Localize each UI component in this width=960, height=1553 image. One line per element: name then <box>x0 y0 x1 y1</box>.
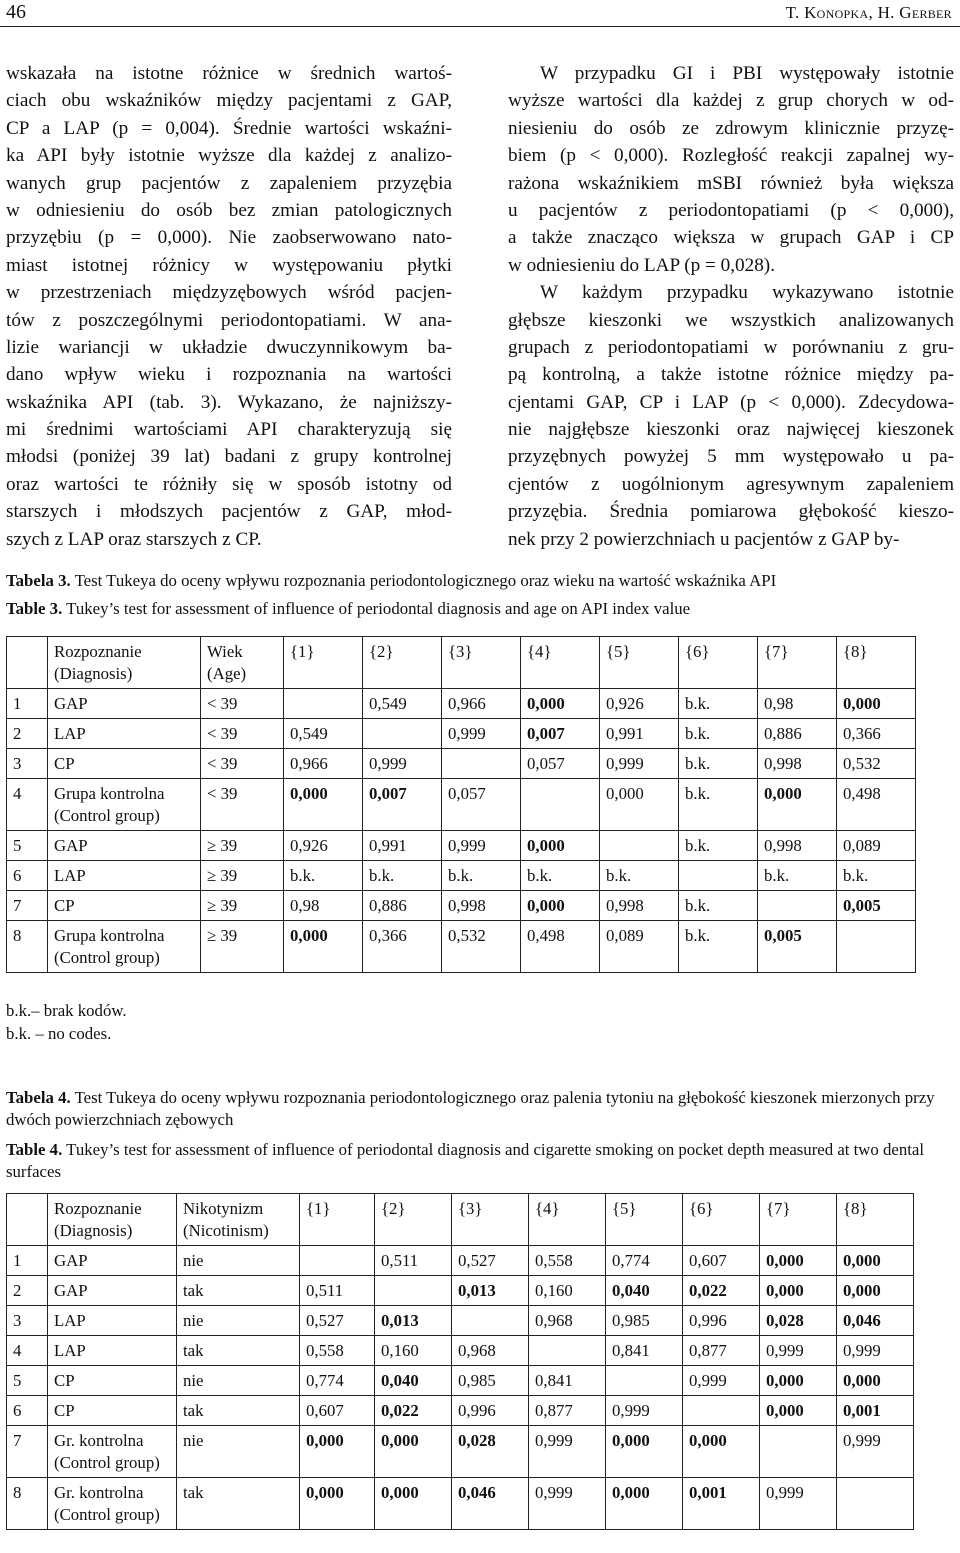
table-cell: 0,000 <box>521 831 600 861</box>
text-line: w odniesieniu do LAP (p = 0,028). <box>508 254 775 276</box>
table-row <box>7 779 916 831</box>
table-cell: 0,527 <box>452 1246 529 1276</box>
table-cell: 0,022 <box>375 1396 452 1426</box>
table-cell: 0,968 <box>529 1306 606 1336</box>
table-cell: b.k. <box>679 779 758 831</box>
text-line: oraz wartości te różniły się w sposób istotny od <box>6 473 452 495</box>
table-cell: 5 <box>7 831 48 861</box>
table-cell: GAP <box>48 831 201 861</box>
table-cell: 0,007 <box>363 779 442 831</box>
text-line: dano wpływ wieku i rozpoznania na wartości <box>6 364 452 386</box>
table-cell: 0,998 <box>758 831 837 861</box>
text-line: niesieniu do osób ze zdrowym klinicznie przyzę- <box>508 117 954 139</box>
table3-footnotes <box>6 1000 127 1045</box>
table-cell: 0,000 <box>837 1246 914 1276</box>
table-row <box>7 1426 914 1478</box>
table4-caption-en <box>6 1139 951 1183</box>
table-cell <box>375 1276 452 1306</box>
table-cell <box>837 921 916 973</box>
table-cell: CP <box>48 1396 177 1426</box>
table-cell: 0,999 <box>837 1426 914 1478</box>
header-cell: {4} <box>521 637 600 689</box>
table-cell: 0,089 <box>600 921 679 973</box>
table-row <box>7 1276 914 1306</box>
table-cell: 0,966 <box>442 689 521 719</box>
header-cell: {3} <box>442 637 521 689</box>
text-line: głębsze kieszonki we wszystkich analizowanych <box>508 309 954 331</box>
table-cell: 0,089 <box>837 831 916 861</box>
text-line: ka API były istotnie wyższe dla każdej z analizo- <box>6 145 452 167</box>
table-cell: 0,000 <box>837 689 916 719</box>
table-cell: 5 <box>7 1366 48 1396</box>
table-cell: 0,057 <box>442 779 521 831</box>
table-cell: 0,000 <box>521 689 600 719</box>
table-cell: 0,527 <box>300 1306 375 1336</box>
text-line: cjentów z uogólnionym agresywnym zapaleniem <box>508 473 954 495</box>
table-cell: 0,005 <box>837 891 916 921</box>
table-row <box>7 831 916 861</box>
table-cell: 0,966 <box>284 749 363 779</box>
table-cell: 7 <box>7 1426 48 1478</box>
table-cell: 0,000 <box>284 779 363 831</box>
table-cell: 0,999 <box>529 1426 606 1478</box>
text-line: przyzębiu (p = 0,000). Nie zaobserwowano nato- <box>6 227 452 249</box>
right-text-column <box>508 60 954 553</box>
table-cell: 0,511 <box>375 1246 452 1276</box>
table-cell: 0,98 <box>758 689 837 719</box>
table-cell: 0,366 <box>837 719 916 749</box>
table-cell: 0,607 <box>300 1396 375 1426</box>
table-cell: b.k. <box>600 861 679 891</box>
table-cell: 3 <box>7 1306 48 1336</box>
table-row <box>7 719 916 749</box>
table-cell: < 39 <box>201 719 284 749</box>
table3-caption-en <box>6 598 951 620</box>
table-cell: 0,160 <box>529 1276 606 1306</box>
table-cell: 0,558 <box>529 1246 606 1276</box>
table-cell: b.k. <box>363 861 442 891</box>
table-cell: 0,000 <box>760 1366 837 1396</box>
text-line: wskazała na istotne różnice w średnich wartoś- <box>6 63 452 84</box>
table-cell: 0,028 <box>760 1306 837 1336</box>
header-cell: {7} <box>758 637 837 689</box>
table-cell: 0,999 <box>600 749 679 779</box>
table-cell: 6 <box>7 1396 48 1426</box>
table-cell: b.k. <box>679 689 758 719</box>
table-cell: 0,000 <box>606 1478 683 1530</box>
running-head: T. Konopka, H. Gerber <box>785 3 952 22</box>
table-cell: 0,774 <box>606 1246 683 1276</box>
table-cell: 0,000 <box>758 779 837 831</box>
table-cell: LAP <box>48 861 201 891</box>
table3-label-pl: Tabela 3. <box>6 571 71 590</box>
text-line: młodsi (poniżej 39 lat) badani z grupy kontrolnej <box>6 446 452 468</box>
table-cell: 0,000 <box>760 1396 837 1426</box>
text-line: lizie wariancji w układzie dwuczynnikowym ba- <box>6 336 452 358</box>
table-cell: 0,999 <box>683 1366 760 1396</box>
header-cell: {7} <box>760 1194 837 1246</box>
table-row <box>7 689 916 719</box>
table-cell <box>606 1366 683 1396</box>
table-cell: 0,999 <box>363 749 442 779</box>
table-cell: Grupa kontrolna (Control group) <box>48 921 201 973</box>
table-cell: 0,000 <box>837 1276 914 1306</box>
text-line: nek przy 2 powierzchniach u pacjentów z GAP by- <box>508 528 900 550</box>
table-cell <box>452 1306 529 1336</box>
table-row <box>7 921 916 973</box>
table3 <box>6 636 916 973</box>
table-cell: 0,998 <box>758 749 837 779</box>
table-cell: 0,013 <box>452 1276 529 1306</box>
table-cell: 0,886 <box>363 891 442 921</box>
table-cell: Grupa kontrolna (Control group) <box>48 779 201 831</box>
table-cell: 0,498 <box>837 779 916 831</box>
table-cell: b.k. <box>521 861 600 891</box>
table-cell: 0,996 <box>683 1306 760 1336</box>
text-line: rażona wskaźnikiem mSBI również była większa <box>508 172 954 194</box>
table-cell: 8 <box>7 1478 48 1530</box>
table-row <box>7 1478 914 1530</box>
text-line: miast istotnej różnicy w występowaniu płytki <box>6 254 452 276</box>
table-cell <box>760 1426 837 1478</box>
table-cell: 3 <box>7 749 48 779</box>
table-cell <box>521 779 600 831</box>
table-cell: tak <box>177 1478 300 1530</box>
table-cell: 0,999 <box>442 719 521 749</box>
table-cell: 0,000 <box>683 1426 760 1478</box>
header-cell: {3} <box>452 1194 529 1246</box>
footnote-en: b.k. – no codes. <box>6 1023 112 1043</box>
text-line: ciach obu wskaźników między pacjentami z GAP, <box>6 90 452 112</box>
table4 <box>6 1193 914 1530</box>
text-line: CP a LAP (p = 0,004). Średnie wartości wskaźni- <box>6 117 452 139</box>
header-cell: {1} <box>300 1194 375 1246</box>
table-cell: 0,000 <box>521 891 600 921</box>
text-line: w przestrzeniach międzyzębowych wśród pacjen- <box>6 282 452 304</box>
text-line: tów z poszczególnymi periodontopatiami. W ana- <box>6 309 452 331</box>
table-cell: 0,013 <box>375 1306 452 1336</box>
text-line: u pacjentów z periodontopatiami (p < 0,000), <box>508 199 954 221</box>
table-cell: LAP <box>48 1336 177 1366</box>
header-cell: Nikotynizm (Nicotinism) <box>177 1194 300 1246</box>
table-cell: 0,000 <box>300 1426 375 1478</box>
table-cell: 0,886 <box>758 719 837 749</box>
table-cell: LAP <box>48 1306 177 1336</box>
table-cell: 7 <box>7 891 48 921</box>
table-cell: 0,877 <box>529 1396 606 1426</box>
table-header-row <box>7 637 916 689</box>
header-cell: Wiek (Age) <box>201 637 284 689</box>
table-cell: 0,98 <box>284 891 363 921</box>
table-cell: 0,877 <box>683 1336 760 1366</box>
table-cell: CP <box>48 749 201 779</box>
header-cell: {4} <box>529 1194 606 1246</box>
header-cell: {6} <box>679 637 758 689</box>
table-row <box>7 861 916 891</box>
table-cell: b.k. <box>679 719 758 749</box>
table-cell: 0,549 <box>363 689 442 719</box>
table-cell: b.k. <box>679 921 758 973</box>
table-cell: 0,926 <box>600 689 679 719</box>
table-cell: 0,991 <box>363 831 442 861</box>
table-cell: 0,926 <box>284 831 363 861</box>
page-number: 46 <box>6 1 26 23</box>
table-cell: 0,000 <box>760 1276 837 1306</box>
table-cell: tak <box>177 1396 300 1426</box>
table-cell: 8 <box>7 921 48 973</box>
text-line: grupach z periodontopatiami w porównaniu z gru- <box>508 336 954 358</box>
table-cell: 6 <box>7 861 48 891</box>
table-cell: 0,007 <box>521 719 600 749</box>
text-line: biem (p < 0,000). Rozległość reakcji zapalnej wy- <box>508 145 954 167</box>
table-cell <box>683 1396 760 1426</box>
table-cell: b.k. <box>442 861 521 891</box>
table-cell: 0,968 <box>452 1336 529 1366</box>
table-cell <box>442 749 521 779</box>
text-line: szych z LAP oraz starszych z CP. <box>6 528 262 550</box>
header-cell: Rozpoznanie (Diagnosis) <box>48 1194 177 1246</box>
table4-caption-en-text: Tukey’s test for assessment of influence of periodontal diagnosis and cigarette smoking on pocket depth measured at two dental surfaces <box>6 1140 924 1181</box>
table-cell: 2 <box>7 719 48 749</box>
table-row <box>7 1336 914 1366</box>
table-cell: 0,999 <box>529 1478 606 1530</box>
header-cell: {8} <box>837 1194 914 1246</box>
table-cell: 0,000 <box>375 1478 452 1530</box>
table-cell: 0,160 <box>375 1336 452 1366</box>
text-line: a także znacząco większa w grupach GAP i CP <box>508 227 954 249</box>
header-cell: {1} <box>284 637 363 689</box>
table-cell: 0,000 <box>300 1478 375 1530</box>
text-line: wyższe wartości dla każdej z grup chorych w od- <box>508 90 954 112</box>
text-line: W przypadku GI i PBI występowały istotnie <box>540 63 954 84</box>
table-cell: Gr. kontrolna (Control group) <box>48 1478 177 1530</box>
table-cell: b.k. <box>837 861 916 891</box>
text-line: przyzębnych powyżej 5 mm występowało u pa- <box>508 446 954 468</box>
table-cell: CP <box>48 891 201 921</box>
table4-caption-pl <box>6 1087 951 1131</box>
footnote-pl: b.k.– brak kodów. <box>6 1001 127 1020</box>
table-cell: 0,532 <box>837 749 916 779</box>
table-cell: 0,999 <box>837 1336 914 1366</box>
table-cell: 0,558 <box>300 1336 375 1366</box>
table-cell: 0,000 <box>760 1246 837 1276</box>
table-cell: 0,000 <box>284 921 363 973</box>
text-line: wanych grup pacjentów z zapaleniem przyzębia <box>6 172 452 194</box>
table-cell: ≥ 39 <box>201 891 284 921</box>
table4-label-pl: Tabela 4. <box>6 1088 71 1107</box>
table-cell: nie <box>177 1366 300 1396</box>
table-cell: 2 <box>7 1276 48 1306</box>
table-cell: Gr. kontrolna (Control group) <box>48 1426 177 1478</box>
table-cell: 0,046 <box>452 1478 529 1530</box>
table-cell <box>529 1336 606 1366</box>
table3-caption-en-text: Tukey’s test for assessment of influence of periodontal diagnosis and age on API index value <box>62 599 691 618</box>
table-cell: LAP <box>48 719 201 749</box>
table-cell: 0,999 <box>606 1396 683 1426</box>
table-cell: 0,000 <box>600 779 679 831</box>
table-cell: nie <box>177 1426 300 1478</box>
header-cell <box>7 1194 48 1246</box>
table-cell: 0,841 <box>529 1366 606 1396</box>
table-cell: 0,549 <box>284 719 363 749</box>
text-line: W każdym przypadku wykazywano istotnie <box>540 282 954 304</box>
table-cell: 0,046 <box>837 1306 914 1336</box>
header-cell: {5} <box>600 637 679 689</box>
text-line: wskaźnika API (tab. 3). Wykazano, że najniższy- <box>6 391 452 413</box>
table-cell <box>284 689 363 719</box>
table3-caption-pl <box>6 570 951 592</box>
table-cell: CP <box>48 1366 177 1396</box>
table-cell: 0,028 <box>452 1426 529 1478</box>
table-cell: 0,040 <box>606 1276 683 1306</box>
table-cell: nie <box>177 1306 300 1336</box>
text-line: nie najgłębsze kieszonki oraz najwięcej kieszonek <box>508 419 954 441</box>
header-cell: {2} <box>375 1194 452 1246</box>
table-cell: < 39 <box>201 749 284 779</box>
table-cell: b.k. <box>679 891 758 921</box>
table-cell: 0,005 <box>758 921 837 973</box>
text-line: w odniesieniu do osób bez zmian patologicznych <box>6 199 452 221</box>
table-row <box>7 1246 914 1276</box>
table-cell: nie <box>177 1246 300 1276</box>
table-cell: 0,998 <box>600 891 679 921</box>
table-cell: b.k. <box>679 831 758 861</box>
table-cell: tak <box>177 1276 300 1306</box>
table-row <box>7 1366 914 1396</box>
table3-label-en: Table 3. <box>6 599 63 618</box>
table3-caption-pl-text: Test Tukeya do oceny wpływu rozpoznania periodontologicznego oraz wieku na wartość wskaźnika API <box>70 571 777 590</box>
table-cell: b.k. <box>679 749 758 779</box>
table4-caption-pl-text: Test Tukeya do oceny wpływu rozpoznania periodontologicznego oraz palenia tytoniu na głębokość kieszonek mierzonych przy dwóch powierzchniach zębowych <box>6 1088 935 1129</box>
table-header-row <box>7 1194 914 1246</box>
text-line: mi średnimi wartościami API charakteryzują się <box>6 419 452 441</box>
table-row <box>7 749 916 779</box>
header-cell: {2} <box>363 637 442 689</box>
table-cell: 0,057 <box>521 749 600 779</box>
table-cell: ≥ 39 <box>201 921 284 973</box>
header-cell: {8} <box>837 637 916 689</box>
table-cell <box>679 861 758 891</box>
table-cell: 0,001 <box>837 1396 914 1426</box>
header-cell <box>7 637 48 689</box>
table-cell: GAP <box>48 1276 177 1306</box>
table-cell: tak <box>177 1336 300 1366</box>
table-cell: ≥ 39 <box>201 831 284 861</box>
table-cell: b.k. <box>284 861 363 891</box>
table-cell: 0,001 <box>683 1478 760 1530</box>
table-cell: 0,511 <box>300 1276 375 1306</box>
table-cell: ≥ 39 <box>201 861 284 891</box>
table-cell: 0,985 <box>606 1306 683 1336</box>
table-cell <box>600 831 679 861</box>
table-cell: 0,999 <box>442 831 521 861</box>
text-line: cjentami GAP, CP i LAP (p < 0,000). Zdecydowa- <box>508 391 954 413</box>
table-cell <box>837 1478 914 1530</box>
table-cell: 0,000 <box>837 1366 914 1396</box>
table-cell: 0,040 <box>375 1366 452 1396</box>
table-cell: 4 <box>7 1336 48 1366</box>
table-row <box>7 891 916 921</box>
table-cell: 1 <box>7 689 48 719</box>
table-cell: 0,000 <box>375 1426 452 1478</box>
text-line: starszych i młodszych pacjentów z GAP, młod- <box>6 501 452 523</box>
header-cell: Rozpoznanie (Diagnosis) <box>48 637 201 689</box>
left-text-column <box>6 60 452 553</box>
table-cell: < 39 <box>201 779 284 831</box>
table-cell: 0,532 <box>442 921 521 973</box>
table-cell: 0,022 <box>683 1276 760 1306</box>
table-cell: 1 <box>7 1246 48 1276</box>
table-cell: 0,841 <box>606 1336 683 1366</box>
table-cell <box>363 719 442 749</box>
table-cell: 0,366 <box>363 921 442 973</box>
table-cell: b.k. <box>758 861 837 891</box>
table-cell: 0,498 <box>521 921 600 973</box>
table-cell: 0,999 <box>760 1478 837 1530</box>
table-cell: GAP <box>48 689 201 719</box>
page-header <box>0 0 960 27</box>
table-cell: 0,774 <box>300 1366 375 1396</box>
header-cell: {5} <box>606 1194 683 1246</box>
table-cell: 0,607 <box>683 1246 760 1276</box>
table-cell: GAP <box>48 1246 177 1276</box>
table-cell: < 39 <box>201 689 284 719</box>
table-cell <box>758 891 837 921</box>
table-cell: 0,985 <box>452 1366 529 1396</box>
table-cell: 4 <box>7 779 48 831</box>
table-row <box>7 1306 914 1336</box>
table-cell: 0,991 <box>600 719 679 749</box>
table-cell: 0,999 <box>760 1336 837 1366</box>
table-row <box>7 1396 914 1426</box>
table-cell <box>300 1246 375 1276</box>
table-cell: 0,000 <box>606 1426 683 1478</box>
text-line: przyzębia. Średnia pomiarowa głębokość kieszo- <box>508 501 954 523</box>
table-cell: 0,996 <box>452 1396 529 1426</box>
table-cell: 0,998 <box>442 891 521 921</box>
table4-label-en: Table 4. <box>6 1140 63 1159</box>
header-cell: {6} <box>683 1194 760 1246</box>
text-line: pą kontrolną, a także istotne różnice między pa- <box>508 364 954 386</box>
